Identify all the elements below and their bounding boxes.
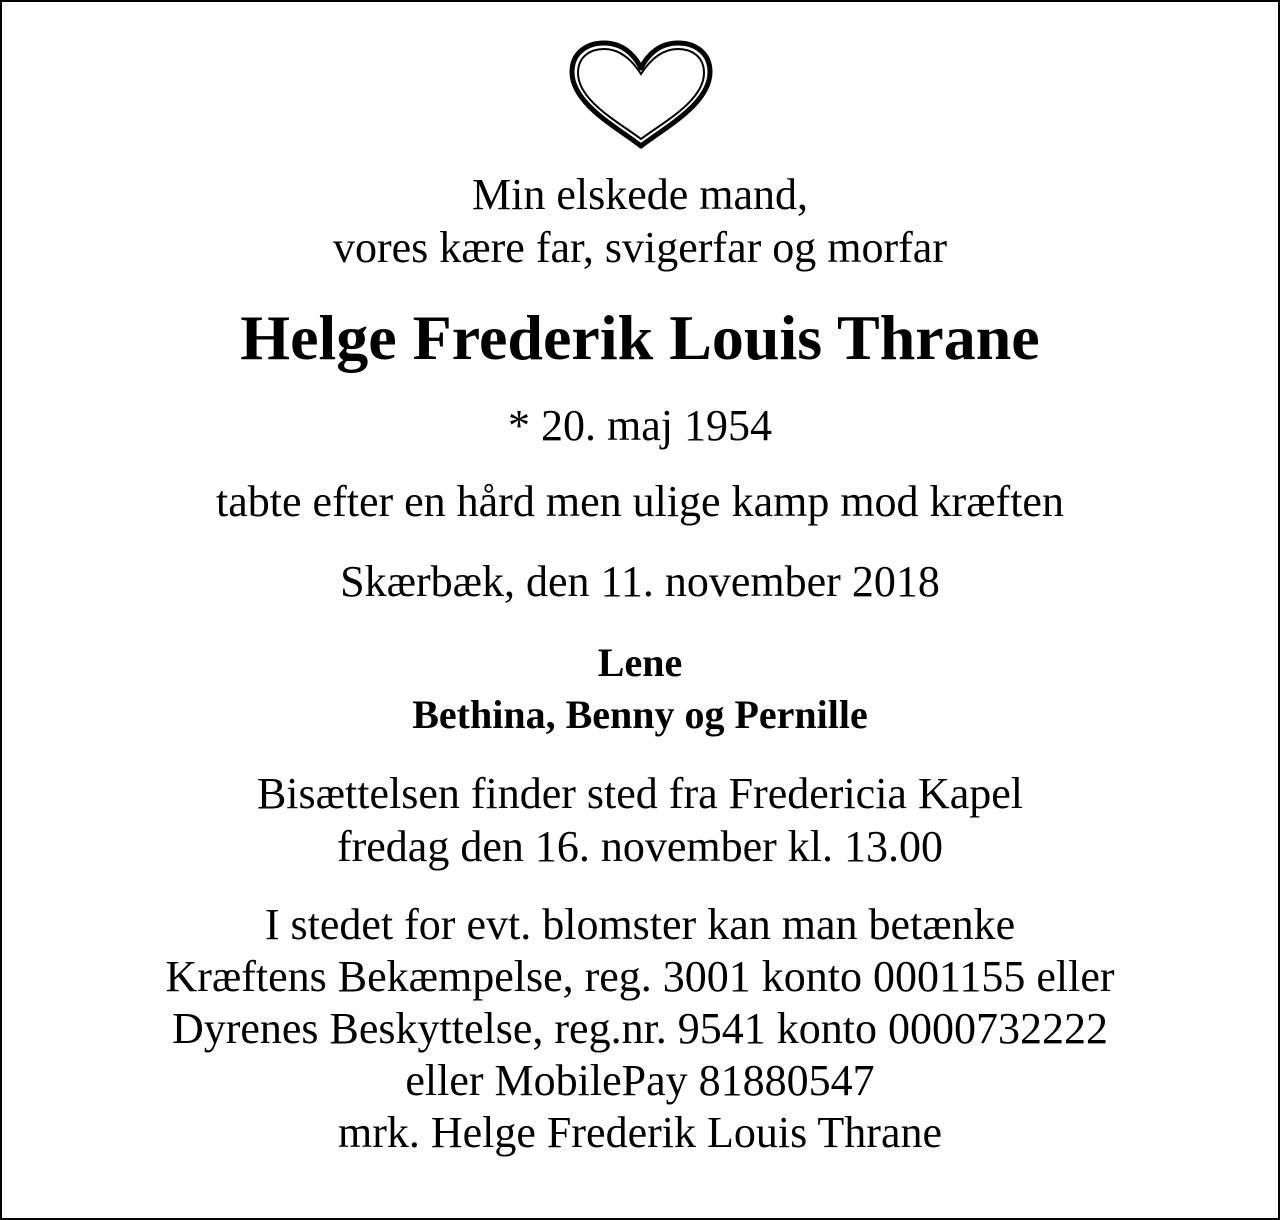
donation-line-1: I stedet for evt. blomster kan man betænke bbox=[264, 900, 1016, 949]
intro-line-2: vores kære far, svigerfar og morfar bbox=[333, 223, 947, 272]
birth-date: * 20. maj 1954 bbox=[508, 401, 772, 450]
intro-line-1: Min elskede mand, bbox=[471, 170, 809, 219]
deceased-name: Helge Frederik Louis Thrane bbox=[240, 302, 1040, 373]
funeral-line-2: fredag den 16. november kl. 13.00 bbox=[336, 822, 944, 871]
donation-line-2: Kræftens Bekæmpelse, reg. 3001 konto 0001155 eller bbox=[165, 952, 1115, 1001]
donation-line-3: Dyrenes Beskyttelse, reg.nr. 9541 konto 0000732222 bbox=[171, 1004, 1109, 1053]
heart-icon bbox=[568, 40, 714, 150]
place-and-date: Skærbæk, den 11. november 2018 bbox=[340, 557, 940, 606]
donation-line-5: mrk. Helge Frederik Louis Thrane bbox=[337, 1108, 942, 1157]
passing-text: tabte efter en hård men ulige kamp mod kræften bbox=[216, 477, 1064, 526]
donation-line-4: eller MobilePay 81880547 bbox=[405, 1056, 875, 1105]
funeral-line-1: Bisættelsen finder sted fra Fredericia Kapel bbox=[256, 769, 1024, 818]
family-line-2: Bethina, Benny og Pernille bbox=[412, 692, 868, 737]
family-line-1: Lene bbox=[597, 640, 683, 685]
